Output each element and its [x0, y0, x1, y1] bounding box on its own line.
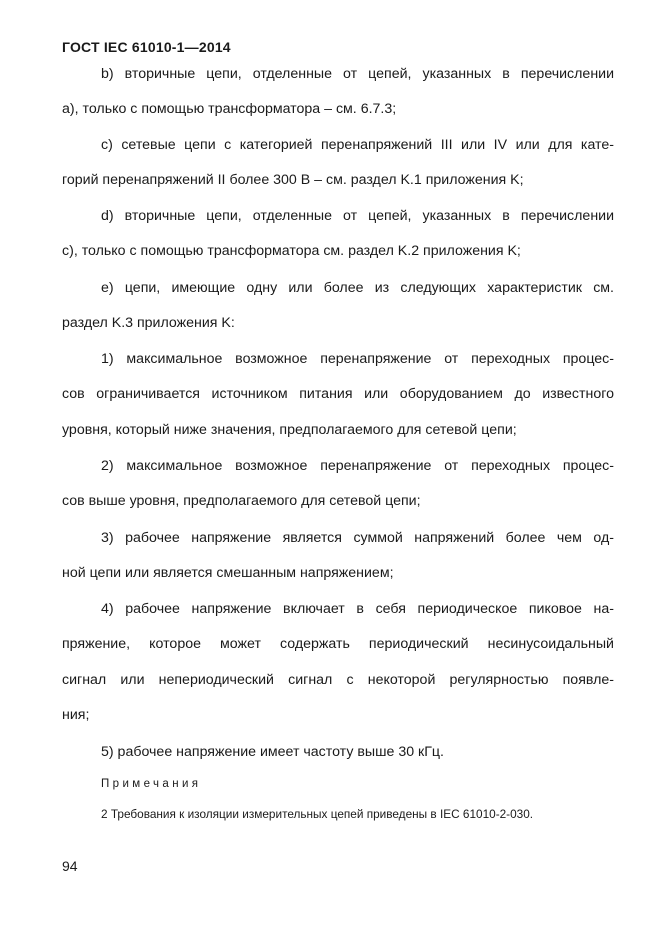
text-line-c-1: c) сетевые цепи с категорией перенапряжений III или IV или для кате- — [101, 137, 614, 153]
text-line-b-1: b) вторичные цепи, отделенные от цепей, указанных в перечислении — [101, 66, 614, 82]
text-line-b-2: a), только с помощью трансформатора – см. 6.7.3; — [62, 101, 397, 117]
text-line-d-2: c), только с помощью трансформатора см. раздел K.2 приложения K; — [62, 243, 521, 259]
text-line-item1-2: сов ограничивается источником питания или оборудованием до известного — [62, 386, 614, 402]
text-line-item4-4: ния; — [62, 707, 90, 723]
text-line-item4-1: 4) рабочее напряжение включает в себя периодическое пиковое на- — [101, 601, 614, 617]
page-number: 94 — [62, 858, 78, 874]
text-line-item3-1: 3) рабочее напряжение является суммой напряжений более чем од- — [101, 530, 614, 546]
text-line-item1-1: 1) максимальное возможное перенапряжение от переходных процес- — [101, 351, 614, 367]
text-line-item2-2: сов выше уровня, предполагаемого для сетевой цепи; — [62, 493, 421, 509]
document-header: ГОСТ IEC 61010-1—2014 — [62, 39, 231, 55]
text-line-item3-2: ной цепи или является смешанным напряжением; — [62, 565, 394, 581]
text-line-item2-1: 2) максимальное возможное перенапряжение от переходных процес- — [101, 458, 614, 474]
text-line-e-2: раздел K.3 приложения K: — [62, 315, 235, 331]
text-line-item4-3: сигнал или непериодический сигнал с некоторой регулярностью появле- — [62, 672, 614, 688]
text-line-e-1: e) цепи, имеющие одну или более из следующих характеристик см. — [101, 280, 614, 296]
text-line-item5-1: 5) рабочее напряжение имеет частоту выше 30 кГц. — [101, 744, 444, 760]
note-item: 2 Требования к изоляции измерительных цепей приведены в IEC 61010-2-030. — [101, 807, 534, 821]
text-line-d-1: d) вторичные цепи, отделенные от цепей, указанных в перечислении — [101, 208, 614, 224]
notes-heading: Примечания — [101, 778, 202, 790]
text-line-item1-3: уровня, который ниже значения, предполагаемого для сетевой цепи; — [62, 422, 517, 438]
text-line-c-2: горий перенапряжений II более 300 В – см. раздел K.1 приложения K; — [62, 172, 524, 188]
text-line-item4-2: пряжение, которое может содержать периодический несинусоидальный — [62, 636, 614, 652]
